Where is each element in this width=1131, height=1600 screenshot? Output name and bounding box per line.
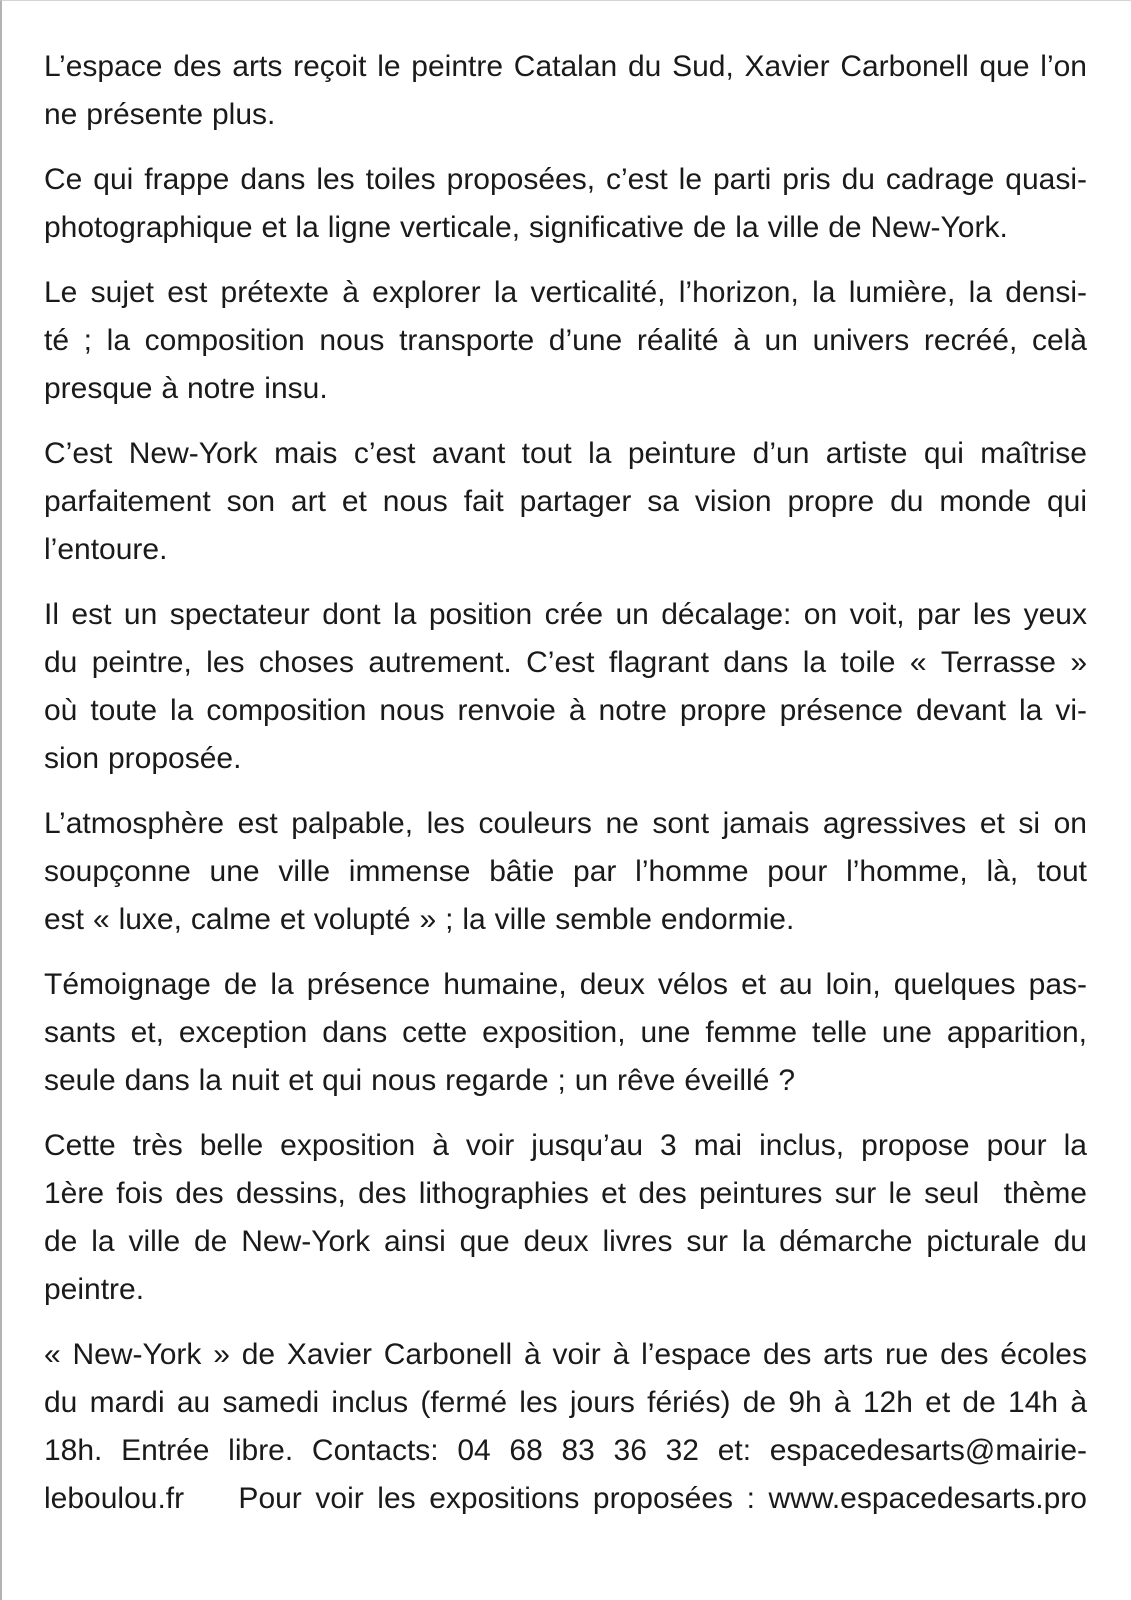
text-line: est « luxe, calme et volupté » ; la ville semble endormie. [44, 903, 795, 936]
text-line: l’entoure. [44, 533, 168, 566]
text-line: C’est New-York mais c’est avant tout la peinture d’un artiste qui maîtrise [44, 437, 1087, 470]
paragraph [44, 1331, 1087, 1523]
text-line: « New-York » de Xavier Carbonell à voir à l’espace des arts rue des écoles [44, 1338, 1087, 1371]
text-line: sion proposée. [44, 742, 242, 775]
text-line: du mardi au samedi inclus (fermé les jours fériés) de 9h à 12h et de 14h à [44, 1386, 1087, 1419]
paragraph [44, 591, 1087, 783]
paragraph [44, 269, 1087, 413]
text-line: Témoignage de la présence humaine, deux vélos et au loin, quelques pas- [44, 968, 1087, 1001]
text-line: de la ville de New-York ainsi que deux livres sur la démarche picturale du [44, 1225, 1087, 1258]
text-line: Le sujet est prétexte à explorer la verticalité, l’horizon, la lumière, la densi- [44, 276, 1087, 309]
text-line: L’atmosphère est palpable, les couleurs ne sont jamais agressives et si on [44, 807, 1087, 840]
paragraph [44, 961, 1087, 1105]
text-line: ne présente plus. [44, 98, 276, 131]
text-line: 1ère fois des dessins, des lithographies et des peintures sur le seul thème [44, 1177, 1087, 1210]
paragraph [44, 1122, 1087, 1314]
text-line: où toute la composition nous renvoie à notre propre présence devant la vi- [44, 694, 1087, 727]
text-line: 18h. Entrée libre. Contacts: 04 68 83 36 32 et: espacedesarts@mairie- [44, 1434, 1087, 1467]
text-line: Cette très belle exposition à voir jusqu’au 3 mai inclus, propose pour la [44, 1129, 1087, 1162]
text-line: Ce qui frappe dans les toiles proposées, c’est le parti pris du cadrage quasi- [44, 163, 1087, 196]
text-line: sants et, exception dans cette exposition, une femme telle une apparition, [44, 1016, 1087, 1049]
text-line: té ; la composition nous transporte d’une réalité à un univers recréé, celà [44, 324, 1087, 357]
paragraph [44, 430, 1087, 574]
text-line: peintre. [44, 1273, 145, 1306]
text-line: photographique et la ligne verticale, significative de la ville de New-York. [44, 211, 1008, 244]
text-line: leboulou.fr Pour voir les expositions proposées : www.espacedesarts.pro [44, 1482, 1087, 1515]
text-line: seule dans la nuit et qui nous regarde ; un rêve éveillé ? [44, 1064, 796, 1097]
paragraph [44, 43, 1087, 139]
text-line: presque à notre insu. [44, 372, 328, 405]
text-line: parfaitement son art et nous fait partager sa vision propre du monde qui [44, 485, 1087, 518]
article-body [44, 43, 1087, 1523]
paragraph [44, 156, 1087, 252]
text-line: Il est un spectateur dont la position crée un décalage: on voit, par les yeux [44, 598, 1087, 631]
text-line: du peintre, les choses autrement. C’est flagrant dans la toile « Terrasse » [44, 646, 1087, 679]
paragraph [44, 800, 1087, 944]
text-line: L’espace des arts reçoit le peintre Catalan du Sud, Xavier Carbonell que l’on [44, 50, 1087, 83]
text-line: soupçonne une ville immense bâtie par l’homme pour l’homme, là, tout [44, 855, 1087, 888]
